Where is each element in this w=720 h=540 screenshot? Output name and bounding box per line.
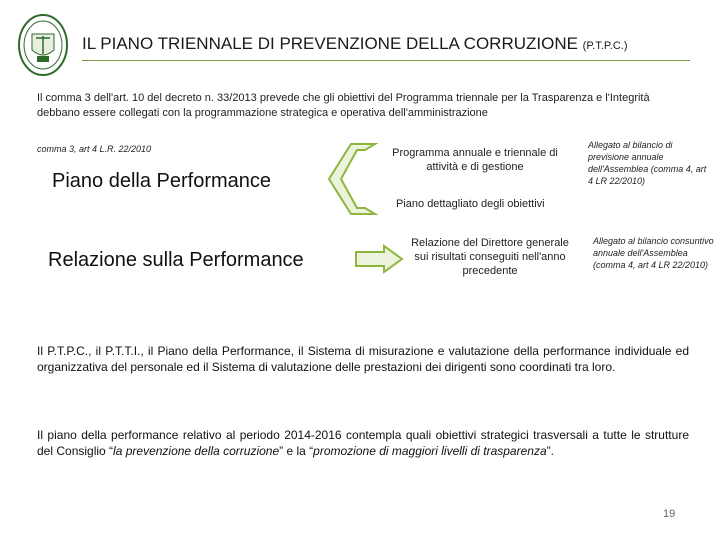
piano-performance-label: Piano della Performance bbox=[52, 170, 272, 192]
paragraph2-italic1: la prevenzione della corruzione bbox=[113, 444, 280, 458]
law-reference: comma 3, art 4 L.R. 22/2010 bbox=[37, 144, 152, 154]
paragraph2-mid: ” e la “ bbox=[279, 444, 314, 458]
relazione-performance-label: Relazione sulla Performance bbox=[48, 249, 304, 271]
fork-arrow bbox=[327, 142, 379, 216]
title-divider bbox=[82, 60, 690, 61]
strategic-objectives-paragraph bbox=[37, 427, 689, 459]
council-logo bbox=[18, 14, 68, 76]
paragraph2-italic2: promozione di maggiori livelli di trasparenza bbox=[313, 444, 547, 458]
relazione-direttore-text: Relazione del Direttore generale sui risultati conseguiti nell'anno precedente bbox=[411, 237, 569, 277]
title-main: IL PIANO TRIENNALE DI PREVENZIONE DELLA CORRUZIONE bbox=[82, 34, 583, 53]
paragraph2-lead: Il piano della performance relativo al periodo 2014-2016 contempla quali obiettivi strategici trasversali a tutte le strutture del Consiglio “ bbox=[37, 428, 689, 458]
page-title bbox=[82, 34, 628, 54]
coordination-paragraph: Il P.T.P.C., il P.T.T.I., il Piano della Performance, il Sistema di misurazione e valutazione della performance individuale ed organizzativa del personale ed il Sistema di valutazione delle prestazioni dei dirigenti sono coordinati tra loro. bbox=[37, 344, 689, 374]
intro-text: Il comma 3 dell'art. 10 del decreto n. 33/2013 prevede che gli obiettivi del Programma triennale per la Trasparenza e l'Integrità debbano essere collegati con la programmazione strategica e operativa dell'amministrazione bbox=[37, 92, 650, 119]
right-arrow bbox=[354, 244, 404, 274]
page-number: 19 bbox=[663, 508, 676, 520]
programma-text: Programma annuale e triennale di attività e di gestione bbox=[392, 147, 558, 173]
title-suffix: (P.T.P.C.) bbox=[582, 40, 628, 52]
allegato-previsione-note: Allegato al bilancio di previsione annuale dell'Assemblea (comma 4, art 4 LR 22/2010) bbox=[588, 140, 707, 186]
piano-dettagliato-text: Piano dettagliato degli obiettivi bbox=[396, 198, 545, 210]
allegato-consuntivo-note: Allegato al bilancio consuntivo annuale dell'Assemblea (comma 4, art 4 LR 22/2010) bbox=[593, 236, 714, 270]
paragraph2-end: ”. bbox=[546, 444, 554, 458]
